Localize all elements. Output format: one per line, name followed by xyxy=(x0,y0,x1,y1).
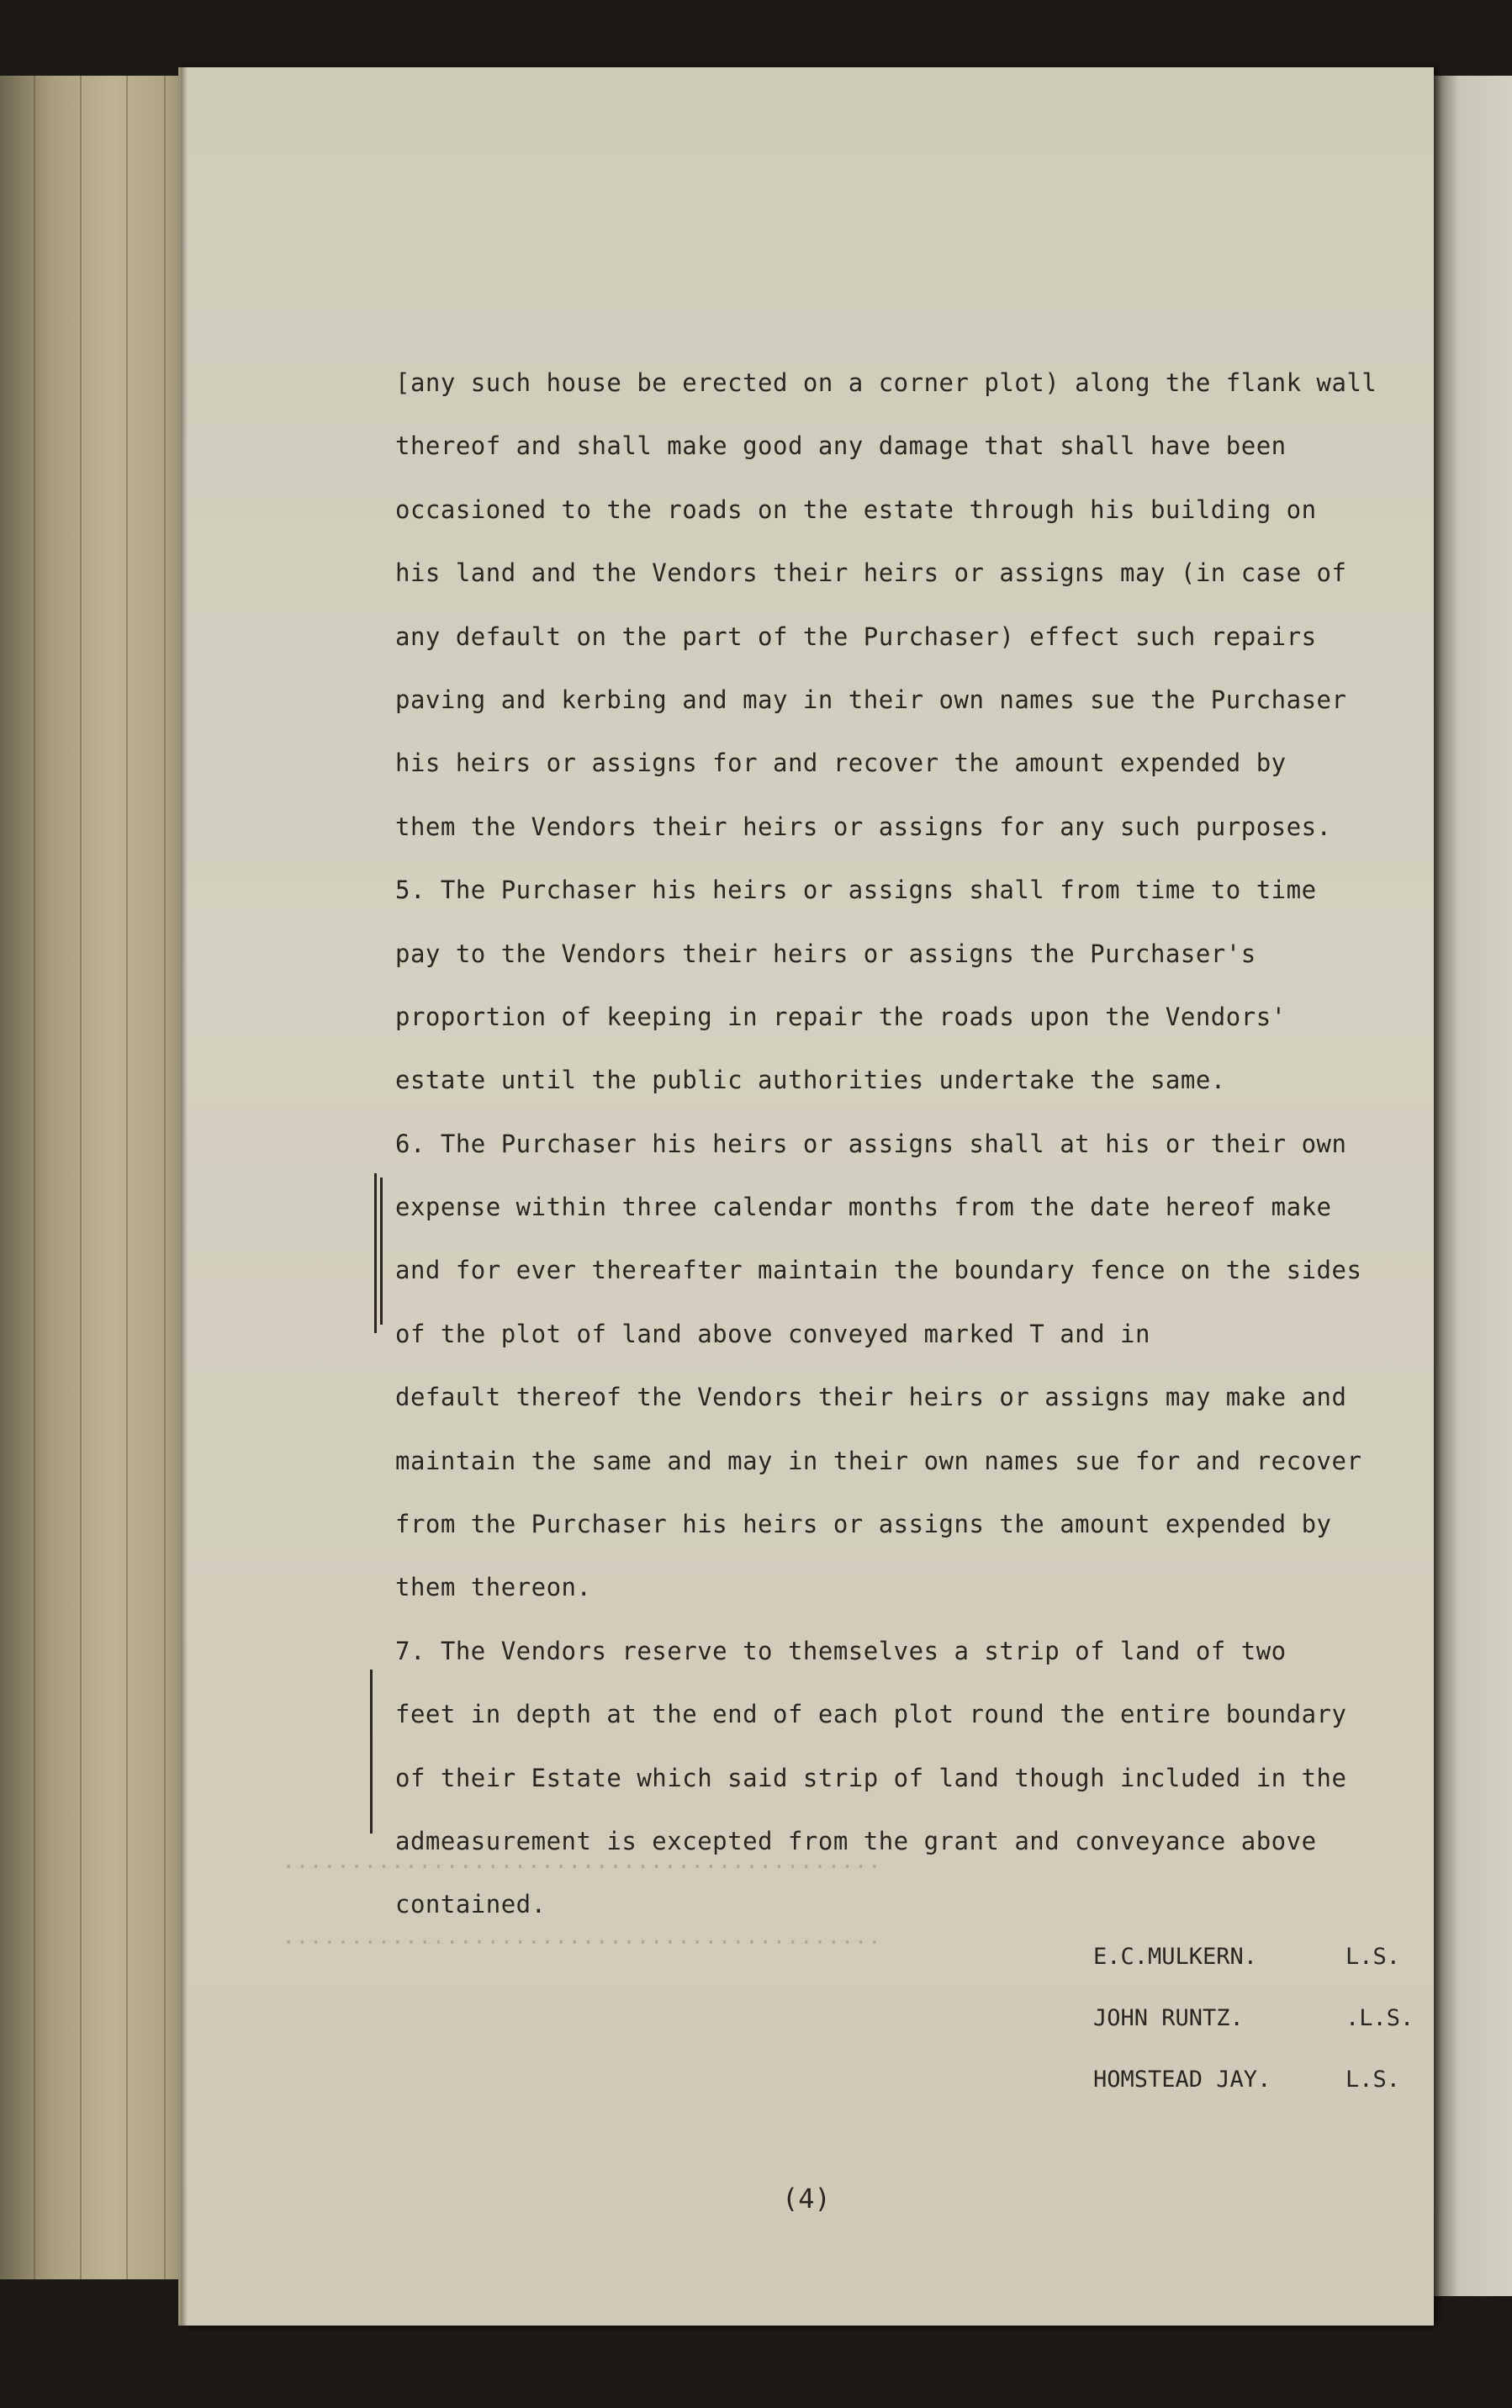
text-line: and for ever thereafter maintain the boundary fence on the sides xyxy=(395,1256,1362,1285)
text-line: any default on the part of the Purchaser) effect such repairs xyxy=(395,622,1317,651)
text-line: occasioned to the roads on the estate through his building on xyxy=(395,495,1317,524)
page-spine-shadow xyxy=(181,67,188,2326)
text-line: them thereon. xyxy=(395,1573,592,1602)
seal-mark: .L.S. xyxy=(1345,2005,1414,2031)
text-line: from the Purchaser his heirs or assigns the amount expended by xyxy=(395,1510,1332,1539)
seal-mark: L.S. xyxy=(1345,1944,1401,1970)
seal-mark: L.S. xyxy=(1345,2067,1401,2093)
page-number: (4) xyxy=(782,2183,831,2215)
margin-mark-clause-6 xyxy=(380,1178,383,1325)
signatory-name: HOMSTEAD JAY. xyxy=(1093,2067,1271,2093)
text-line: expense within three calendar months from the date hereof make xyxy=(395,1193,1332,1222)
bleed-through-text: ............................................ xyxy=(282,1926,881,1951)
text-line: them the Vendors their heirs or assigns for any such purposes. xyxy=(395,812,1332,841)
signatory-name: E.C.MULKERN. xyxy=(1093,1944,1258,1970)
text-line: contained. xyxy=(395,1890,547,1919)
margin-mark-clause-7 xyxy=(370,1670,373,1834)
text-line: of the plot of land above conveyed marked T and in xyxy=(395,1319,1150,1348)
signature-row xyxy=(1093,1987,1414,2049)
text-line: paving and kerbing and may in their own names sue the Purchaser xyxy=(395,685,1347,714)
text-line: admeasurement is excepted from the grant and conveyance above xyxy=(395,1826,1317,1855)
text-line: of their Estate which said strip of land though included in the xyxy=(395,1763,1347,1792)
clause-5-heading-line: 5. The Purchaser his heirs or assigns shall from time to time xyxy=(395,876,1317,905)
text-line: his land and the Vendors their heirs or assigns may (in case of xyxy=(395,558,1347,588)
clause-6-heading-line: 6. The Purchaser his heirs or assigns shall at his or their own xyxy=(395,1129,1347,1158)
text-line: proportion of keeping in repair the roads upon the Vendors' xyxy=(395,1002,1287,1031)
clause-7-heading-line: 7. The Vendors reserve to themselves a strip of land of two xyxy=(395,1636,1287,1665)
signature-block xyxy=(1093,1926,1414,2110)
text-line: [any such house be erected on a corner plot) along the flank wall xyxy=(395,368,1377,397)
text-line: thereof and shall make good any damage that shall have been xyxy=(395,431,1287,461)
text-line: maintain the same and may in their own names sue for and recover xyxy=(395,1446,1362,1475)
margin-mark-clause-6 xyxy=(374,1173,377,1333)
underlying-pages-left xyxy=(0,76,202,2279)
text-line: feet in depth at the end of each plot round the entire boundary xyxy=(395,1700,1347,1729)
signatory-name: JOHN RUNTZ. xyxy=(1093,2005,1244,2031)
signature-row xyxy=(1093,2049,1414,2110)
signature-row xyxy=(1093,1926,1414,1987)
adjacent-page-right xyxy=(1430,76,1512,2296)
text-line: his heirs or assigns for and recover the amount expended by xyxy=(395,749,1287,778)
text-line: estate until the public authorities undertake the same. xyxy=(395,1066,1226,1095)
text-line: default thereof the Vendors their heirs or assigns may make and xyxy=(395,1383,1347,1412)
body-text xyxy=(395,352,1430,1937)
bleed-through-text: ............................................ xyxy=(282,1850,881,1876)
text-line: pay to the Vendors their heirs or assigns the Purchaser's xyxy=(395,939,1256,968)
